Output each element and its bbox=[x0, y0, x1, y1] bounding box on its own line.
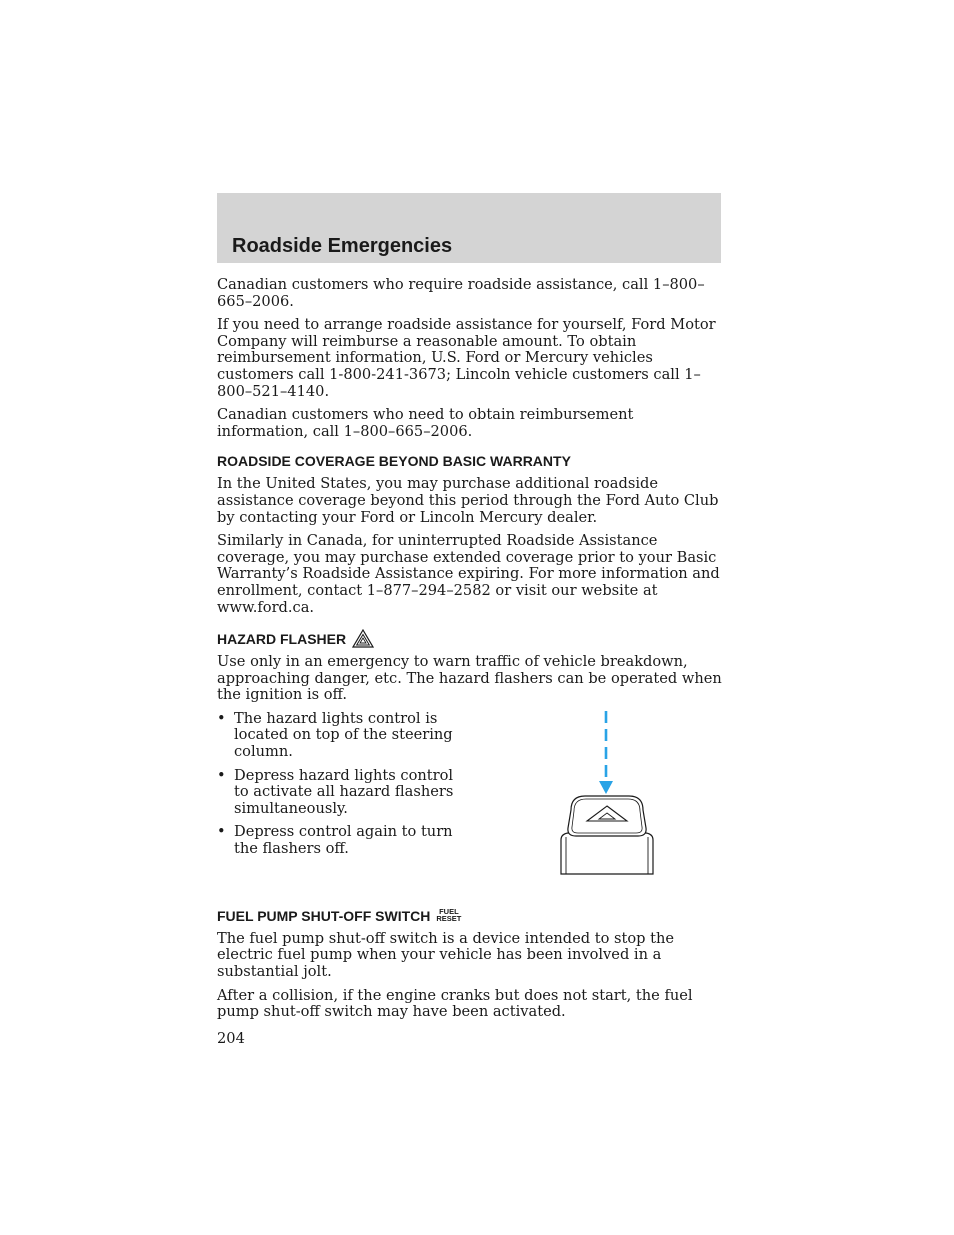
intro-paragraph: Canadian customers who require roadside assistance, call 1–800–665–2006. bbox=[217, 276, 705, 310]
hazard-triangle-icon bbox=[352, 629, 374, 648]
fuel-reset-icon: FUEL RESET bbox=[436, 906, 462, 924]
intro-paragraph: Canadian customers who need to obtain reimbursement information, call 1–800–665–2006. bbox=[217, 406, 634, 440]
hazard-paragraph: Use only in an emergency to warn traffic of vehicle breakdown, approaching danger, etc. The hazard flashers can be operated when the ignition is off. bbox=[217, 653, 722, 704]
list-item: • Depress control again to turn the flashers off. bbox=[217, 823, 453, 858]
list-item: • Depress hazard lights control to activate all hazard flashers simultaneously. bbox=[217, 766, 454, 817]
hazard-heading-text: HAZARD FLASHER bbox=[217, 631, 347, 648]
bullet-icon: • bbox=[217, 709, 226, 727]
fuel-paragraph: The fuel pump shut-off switch is a device intended to stop the electric fuel pump when your vehicle has been involved in a substantial jolt. bbox=[217, 929, 675, 981]
hazard-button-icon bbox=[561, 796, 653, 874]
bullet-icon: • bbox=[217, 823, 226, 841]
section-header-band bbox=[217, 193, 721, 263]
dashed-arrow-icon bbox=[599, 711, 613, 794]
hazard-heading bbox=[217, 629, 723, 648]
hazard-bullet-list bbox=[217, 711, 723, 883]
bullet-icon: • bbox=[217, 766, 226, 784]
coverage-paragraph: Similarly in Canada, for uninterrupted Roadside Assistance coverage, you may purchase extended coverage prior to your Basic Warranty’s Roadside Assistance expiring. For more information and enrollment, contact 1–877–294–2582 or visit our website at www.ford.ca. bbox=[217, 532, 720, 616]
coverage-heading: ROADSIDE COVERAGE BEYOND BASIC WARRANTY bbox=[217, 453, 571, 470]
page-number: 204 bbox=[217, 1029, 245, 1047]
intro-paragraph: If you need to arrange roadside assistance for yourself, Ford Motor Company will reimburse a reasonable amount. To obtain reimbursement information, U.S. Ford or Mercury vehicles customers call 1-800-241-3673; Lincoln vehicle customers call 1–800–521–4140. bbox=[217, 316, 716, 400]
page-content bbox=[217, 277, 723, 1047]
coverage-paragraph: In the United States, you may purchase additional roadside assistance coverage beyond this period through the Ford Auto Club by contacting your Ford or Lincoln Mercury dealer. bbox=[217, 475, 719, 526]
fuel-heading-text: FUEL PUMP SHUT-OFF SWITCH bbox=[217, 907, 431, 924]
fuel-heading bbox=[217, 908, 723, 925]
hazard-switch-illustration bbox=[557, 709, 657, 877]
list-item: • The hazard lights control is located on top of the steering column. bbox=[217, 709, 453, 761]
page-title: Roadside Emergencies bbox=[232, 235, 453, 257]
fuel-paragraph: After a collision, if the engine cranks but does not start, the fuel pump shut-off switch may have been activated. bbox=[217, 986, 693, 1021]
